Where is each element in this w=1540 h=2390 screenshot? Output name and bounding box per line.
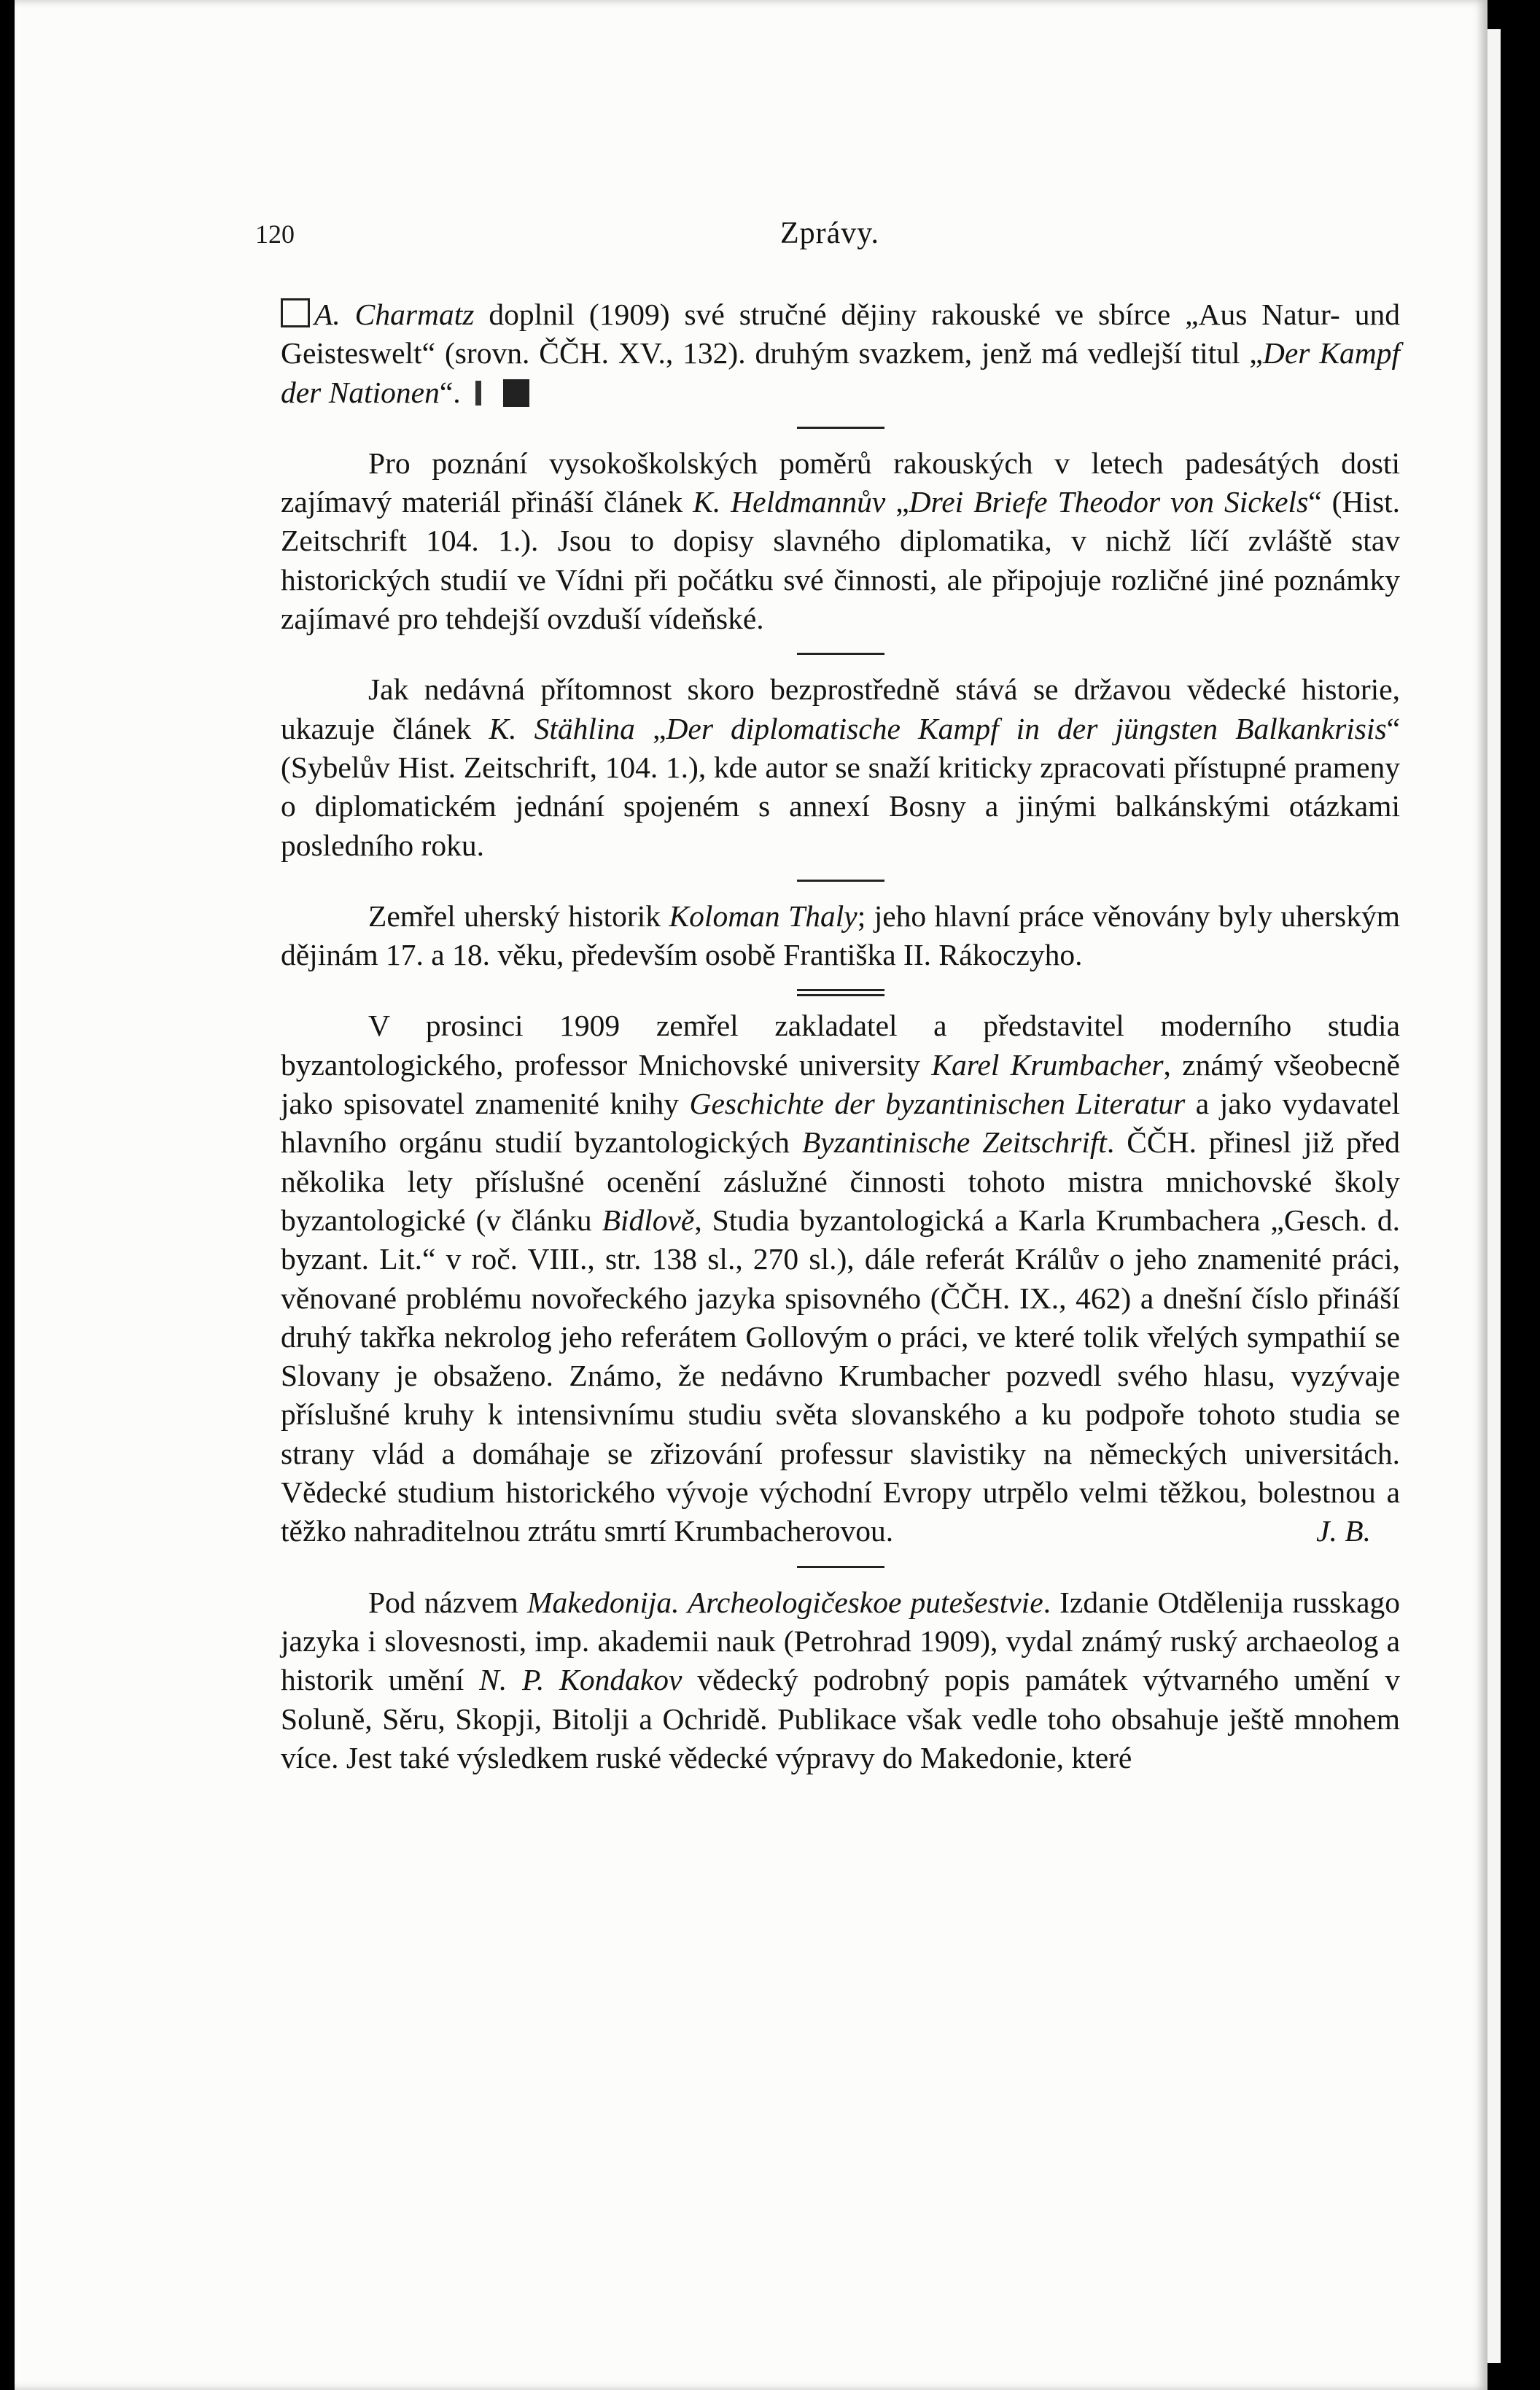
paragraph-text: V prosinci 1909 zemřel zakladatel a představitel moderního studia byzantologického, professor Mnichovské university xyxy=(281,1009,1400,1082)
paragraph-text: doplnil (1909) své stručné dějiny rakouské ve sbírce „Aus Natur- und Geisteswelt“ (srovn. ČČH. XV., 132). druhým svazkem, jenž má vedlejší titul „ xyxy=(281,298,1400,370)
paragraph-text: . Izdanie Otdělenija russkago jazyka i slovesnosti, imp. akademii nauk (Petrohrad 1909), vydal známý ruský archaeolog a historik umění xyxy=(281,1585,1401,1697)
book-title: Geschichte der byzantinischen Literatur xyxy=(689,1087,1186,1121)
paragraph-text: , známý všeobecně jako spisovatel znamenité knihy xyxy=(281,1047,1400,1121)
page-edge xyxy=(1488,29,1501,2363)
paragraph-text: vědecký podrobný popis památek výtvarného umění v Soluně, Sěru, Skopji, Bitolji a Ochridě. Publikace však vedle toho obsahuje ještě mnohem více. Jest také výsledkem ruské vědecké výpravy do Makedonie, které xyxy=(281,1663,1401,1774)
paragraph-text: ; jeho hlavní práce věnovány byly uherským dějinám 17. a 18. věku, především osobě Františka II. Rákoczyho. xyxy=(281,899,1400,972)
paragraph-kondakov xyxy=(281,1583,1400,1777)
author-name: K. Stählina xyxy=(489,711,635,745)
page-header xyxy=(15,219,1488,263)
paragraph-text: Pod názvem xyxy=(368,1585,527,1619)
section-divider xyxy=(281,865,1400,897)
author-name: K. Heldmannův xyxy=(693,485,886,519)
paragraph-text: Zemřel uherský historik xyxy=(368,899,669,933)
paragraph-text: Jak nedávná přítomnost skoro bezprostředně stává se državou vědecké historie, ukazuje článek xyxy=(281,672,1400,745)
journal-title: Byzantinische Zeitschrift xyxy=(801,1125,1107,1160)
section-divider xyxy=(281,412,1400,444)
scanned-page xyxy=(15,0,1488,2390)
author-name: A. Charmatz xyxy=(314,298,475,331)
paragraph-text: , Studia byzantologická a Karla Krumbachera „Gesch. d. byzant. Lit.“ v roč. VIII., str. 138 sl., 270 sl.), dále referát Králův o jeho znamenité práci, věnované problému novořeckého jazyka spisovného (ČČH. IX., 462) a dnešní číslo přináší druhý takřka nekrolog jeho referátem Gollovým o práci, ve které tolik vřelých sympathií se Slovany je obsaženo. Známo, že nedávno Krumbacher pozvedl svého hlasu, vyzývaje příslušné kruhy k intensivnímu studiu světa slovanského a ku podpoře tohoto studia se strany vlád a domáhaje se zřizování professur slavistiky na německých universitách. Vědecké studium historického vývoje východní Evropy utrpělo velmi těžkou, bolestnou a těžko nahraditelnou ztrátu smrtí Krumbacherovou. xyxy=(281,1203,1400,1548)
paragraph-text: „ xyxy=(885,485,909,519)
page-number: 120 xyxy=(255,220,295,249)
paragraph-thaly xyxy=(281,897,1400,975)
author-name: N. P. Kondakov xyxy=(479,1663,682,1697)
section-divider xyxy=(281,638,1400,670)
paragraph-text: „ xyxy=(634,711,666,745)
section-divider xyxy=(281,1551,1400,1583)
section-double-divider xyxy=(281,974,1400,1006)
book-title: Makedonija. Archeologičeskoe putešestvie xyxy=(526,1585,1043,1619)
author-name: Bidlově xyxy=(602,1203,695,1237)
scan-artifact-icon xyxy=(281,298,310,327)
paragraph-heldmann xyxy=(281,444,1400,638)
paragraph-text: “ (Hist. Zeitschrift 104. 1.). Jsou to dopisy slavného diplomatika, v nichž líčí zvláště stav historických studií ve Vídni při počátku své činnosti, ale připojuje rozličné jiné poznámky zajímavé pro tehdejší ovzduší vídeňské. xyxy=(281,485,1400,636)
paragraph-text: Pro poznání vysokoškolských poměrů rakouských v letech padesátých dosti zajímavý materiál přináší článek xyxy=(281,446,1400,519)
book-title: Der Kampf der Nationen xyxy=(281,336,1400,409)
scan-artifact-icon xyxy=(503,379,529,407)
person-name: Koloman Thaly xyxy=(669,899,858,933)
article-title: Der diplomatische Kampf in der jüngsten Balkankrisis xyxy=(666,711,1387,745)
signature: J. B. xyxy=(1316,1514,1371,1548)
paragraph-text: . ČČH. přinesl již před několika lety příslušné ocenění záslužné činnosti tohoto mistra mnichovské školy byzantologické (v článku xyxy=(281,1125,1401,1237)
paragraph-krumbacher xyxy=(281,1006,1400,1551)
paragraph-charmatz xyxy=(281,295,1400,412)
paragraph-stahlin xyxy=(281,670,1400,864)
page-body xyxy=(281,295,1400,1777)
article-title: Drei Briefe Theodor von Sickels xyxy=(909,485,1309,519)
paragraph-text: “. xyxy=(439,375,461,409)
running-head: Zprávy. xyxy=(780,217,880,250)
paragraph-text: a jako vydavatel hlavního orgánu studií byzantologických xyxy=(281,1087,1400,1160)
scan-artifact-icon xyxy=(475,381,481,406)
person-name: Karel Krumbacher xyxy=(931,1047,1164,1082)
paragraph-text: “ (Sybelův Hist. Zeitschrift, 104. 1.), kde autor se snaží kriticky zpracovati přístupné prameny o diplomatickém jednání spojeném s annexí Bosny a jinými balkánskými otázkami posledního roku. xyxy=(281,711,1401,862)
